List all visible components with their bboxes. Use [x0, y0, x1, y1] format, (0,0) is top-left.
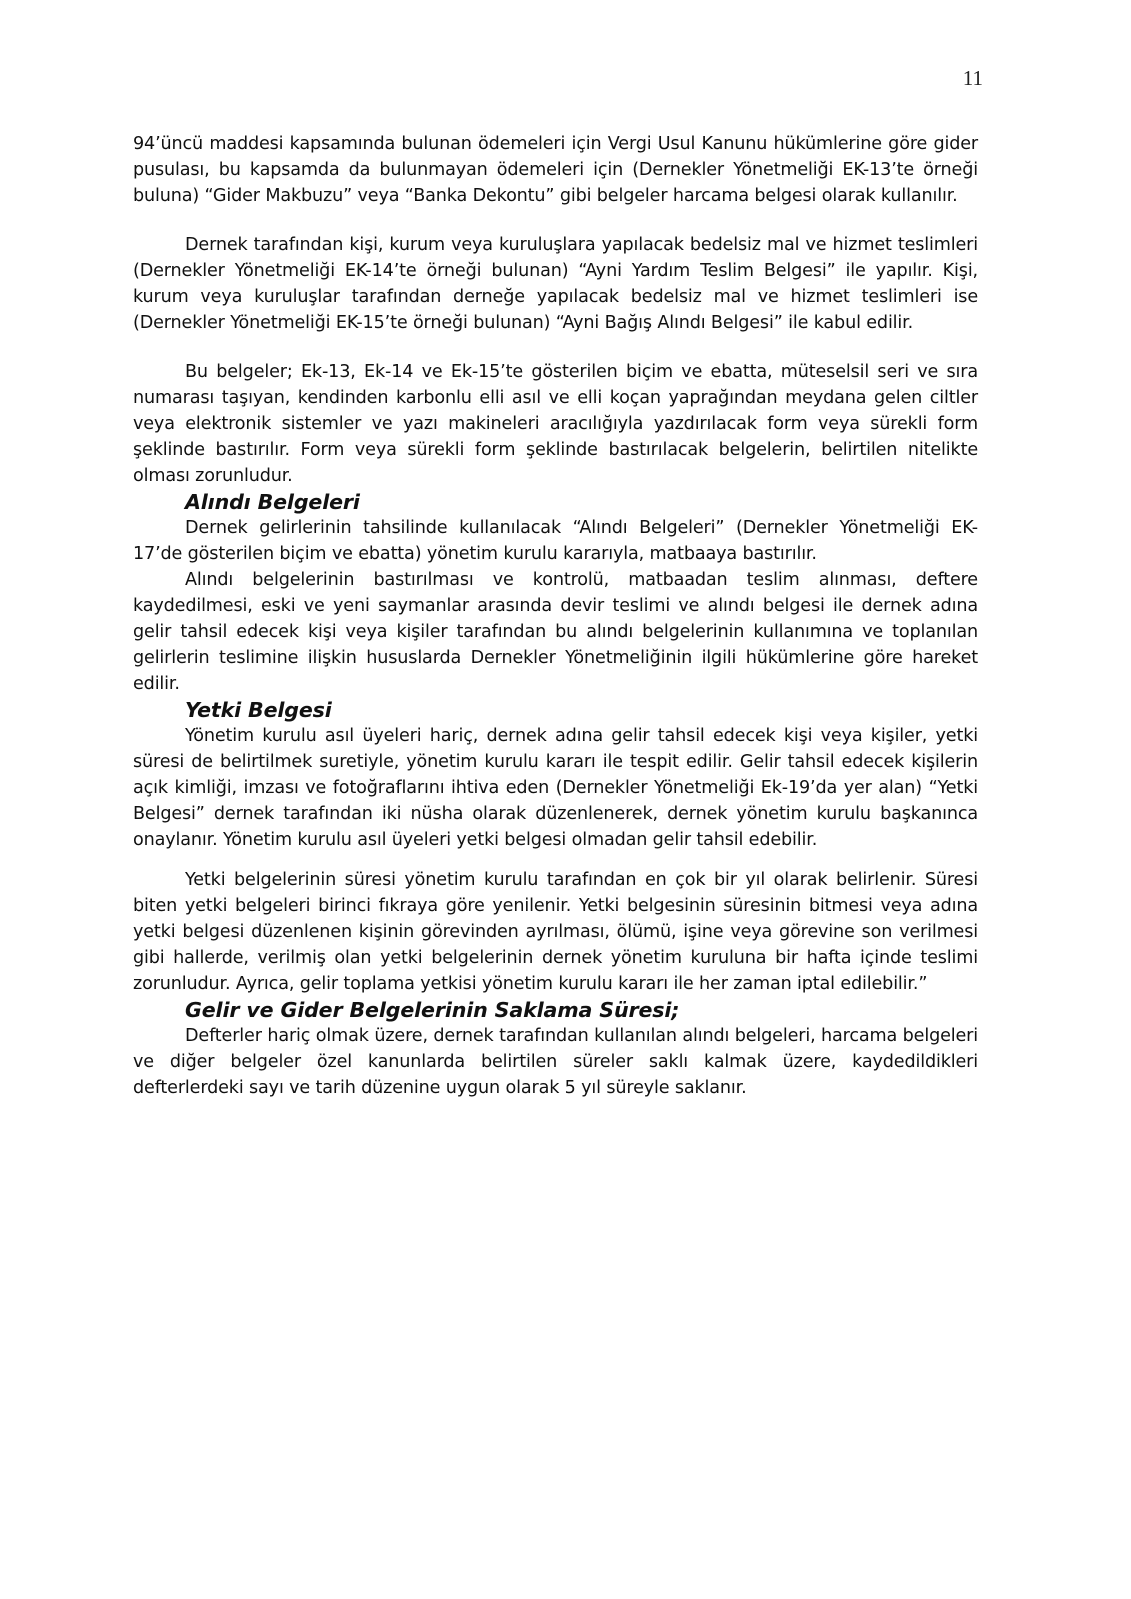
paragraph-expense-documents: 94’üncü maddesi kapsamında bulunan ödemeleri için Vergi Usul Kanunu hükümlerine göre gider pusulası, bu kapsamda da bulunmayan ödemeleri için (Dernekler Yönetmeliği EK-13’te örneği buluna) “Gider Makbuzu” veya “Banka Dekontu” gibi belgeler harcama belgesi olarak kullanılır.: [133, 134, 978, 206]
section-heading-authorization: Yetki Belgesi: [185, 698, 332, 722]
document-body: [133, 131, 978, 1101]
paragraph-document-format: Bu belgeler; Ek-13, Ek-14 ve Ek-15’te gösterilen biçim ve ebatta, müteselsil seri ve sıra numarası taşıyan, kendinden karbonlu elli asıl ve elli koçan yaprağından meydana gelen ciltler veya elektronik sistemler ve yazı makineleri aracılığıyla yazdırılacak form veya sürekli form şeklinde bastırılır. Form veya sürekli form şeklinde bastırılacak belgelerin, belirtilen nitelikte olması zorunludur.: [133, 362, 978, 486]
section-heading-receipts: Alındı Belgeleri: [185, 490, 360, 514]
paragraph-receipts-printing: Dernek gelirlerinin tahsilinde kullanılacak “Alındı Belgeleri” (Dernekler Yönetmeliği EK- 17’de gösterilen biçim ve ebatta) yönetim kurulu kararıyla, matbaaya bastırılır.: [133, 518, 978, 564]
paragraph-authorization-issuance: Yönetim kurulu asıl üyeleri hariç, dernek adına gelir tahsil edecek kişi veya kişiler, yetki süresi de belirtilmek suretiyle, yönetim kurulu kararı ile tespit edilir. Gelir tahsil edecek kişilerin açık kimliği, imzası ve fotoğraflarını ihtiva eden (Dernekler Yönetmeliği Ek-19’da yer alan) “Yetki Belgesi” dernek tarafından iki nüsha olarak düzenlenerek, dernek yönetim kurulu başkanınca onaylanır. Yönetim kurulu asıl üyeleri yetki belgesi olmadan gelir tahsil edebilir.: [133, 726, 978, 850]
paragraph-authorization-validity: Yetki belgelerinin süresi yönetim kurulu tarafından en çok bir yıl olarak belirlenir. Süresi biten yetki belgeleri birinci fıkraya göre yenilenir. Yetki belgesinin süresinin bitmesi veya adına yetki belgesi düzenlenen kişinin görevinden ayrılması, ölümü, işine veya görevine son verilmesi gibi hallerde, verilmiş olan yetki belgelerinin dernek yönetim kuruluna bir hafta içinde teslimi zorunludur. Ayrıca, gelir toplama yetkisi yönetim kurulu kararı ile her zaman iptal edilebilir.”: [133, 870, 978, 994]
paragraph-in-kind-aid: Dernek tarafından kişi, kurum veya kuruluşlara yapılacak bedelsiz mal ve hizmet teslimleri (Dernekler Yönetmeliği EK-14’te örneği bulunan) “Ayni Yardım Teslim Belgesi” ile yapılır. Kişi, kurum veya kuruluşlar tarafından derneğe yapılacak bedelsiz mal ve hizmet teslimleri ise (Dernekler Yönetmeliği EK-15’te örneği bulunan) “Ayni Bağış Alındı Belgesi” ile kabul edilir.: [133, 235, 978, 333]
section-heading-retention: Gelir ve Gider Belgelerinin Saklama Süresi;: [185, 998, 680, 1022]
paragraph-receipts-handling: Alındı belgelerinin bastırılması ve kontrolü, matbaadan teslim alınması, deftere kaydedilmesi, eski ve yeni saymanlar arasında devir teslimi ve alındı belgesi ile dernek adına gelir tahsil edecek kişi veya kişiler tarafından bu alındı belgelerinin kullanımına ve toplanılan gelirlerin teslimine ilişkin hususlarda Dernekler Yönetmeliğinin ilgili hükümlerine göre hareket edilir.: [133, 570, 978, 694]
paragraph-retention-period: Defterler hariç olmak üzere, dernek tarafından kullanılan alındı belgeleri, harcama belgeleri ve diğer belgeler özel kanunlarda belirtilen süreler saklı kalmak üzere, kaydedildikleri defterlerdeki sayı ve tarih düzenine uygun olarak 5 yıl süreyle saklanır.: [133, 1026, 978, 1098]
page-number: 11: [962, 66, 983, 90]
